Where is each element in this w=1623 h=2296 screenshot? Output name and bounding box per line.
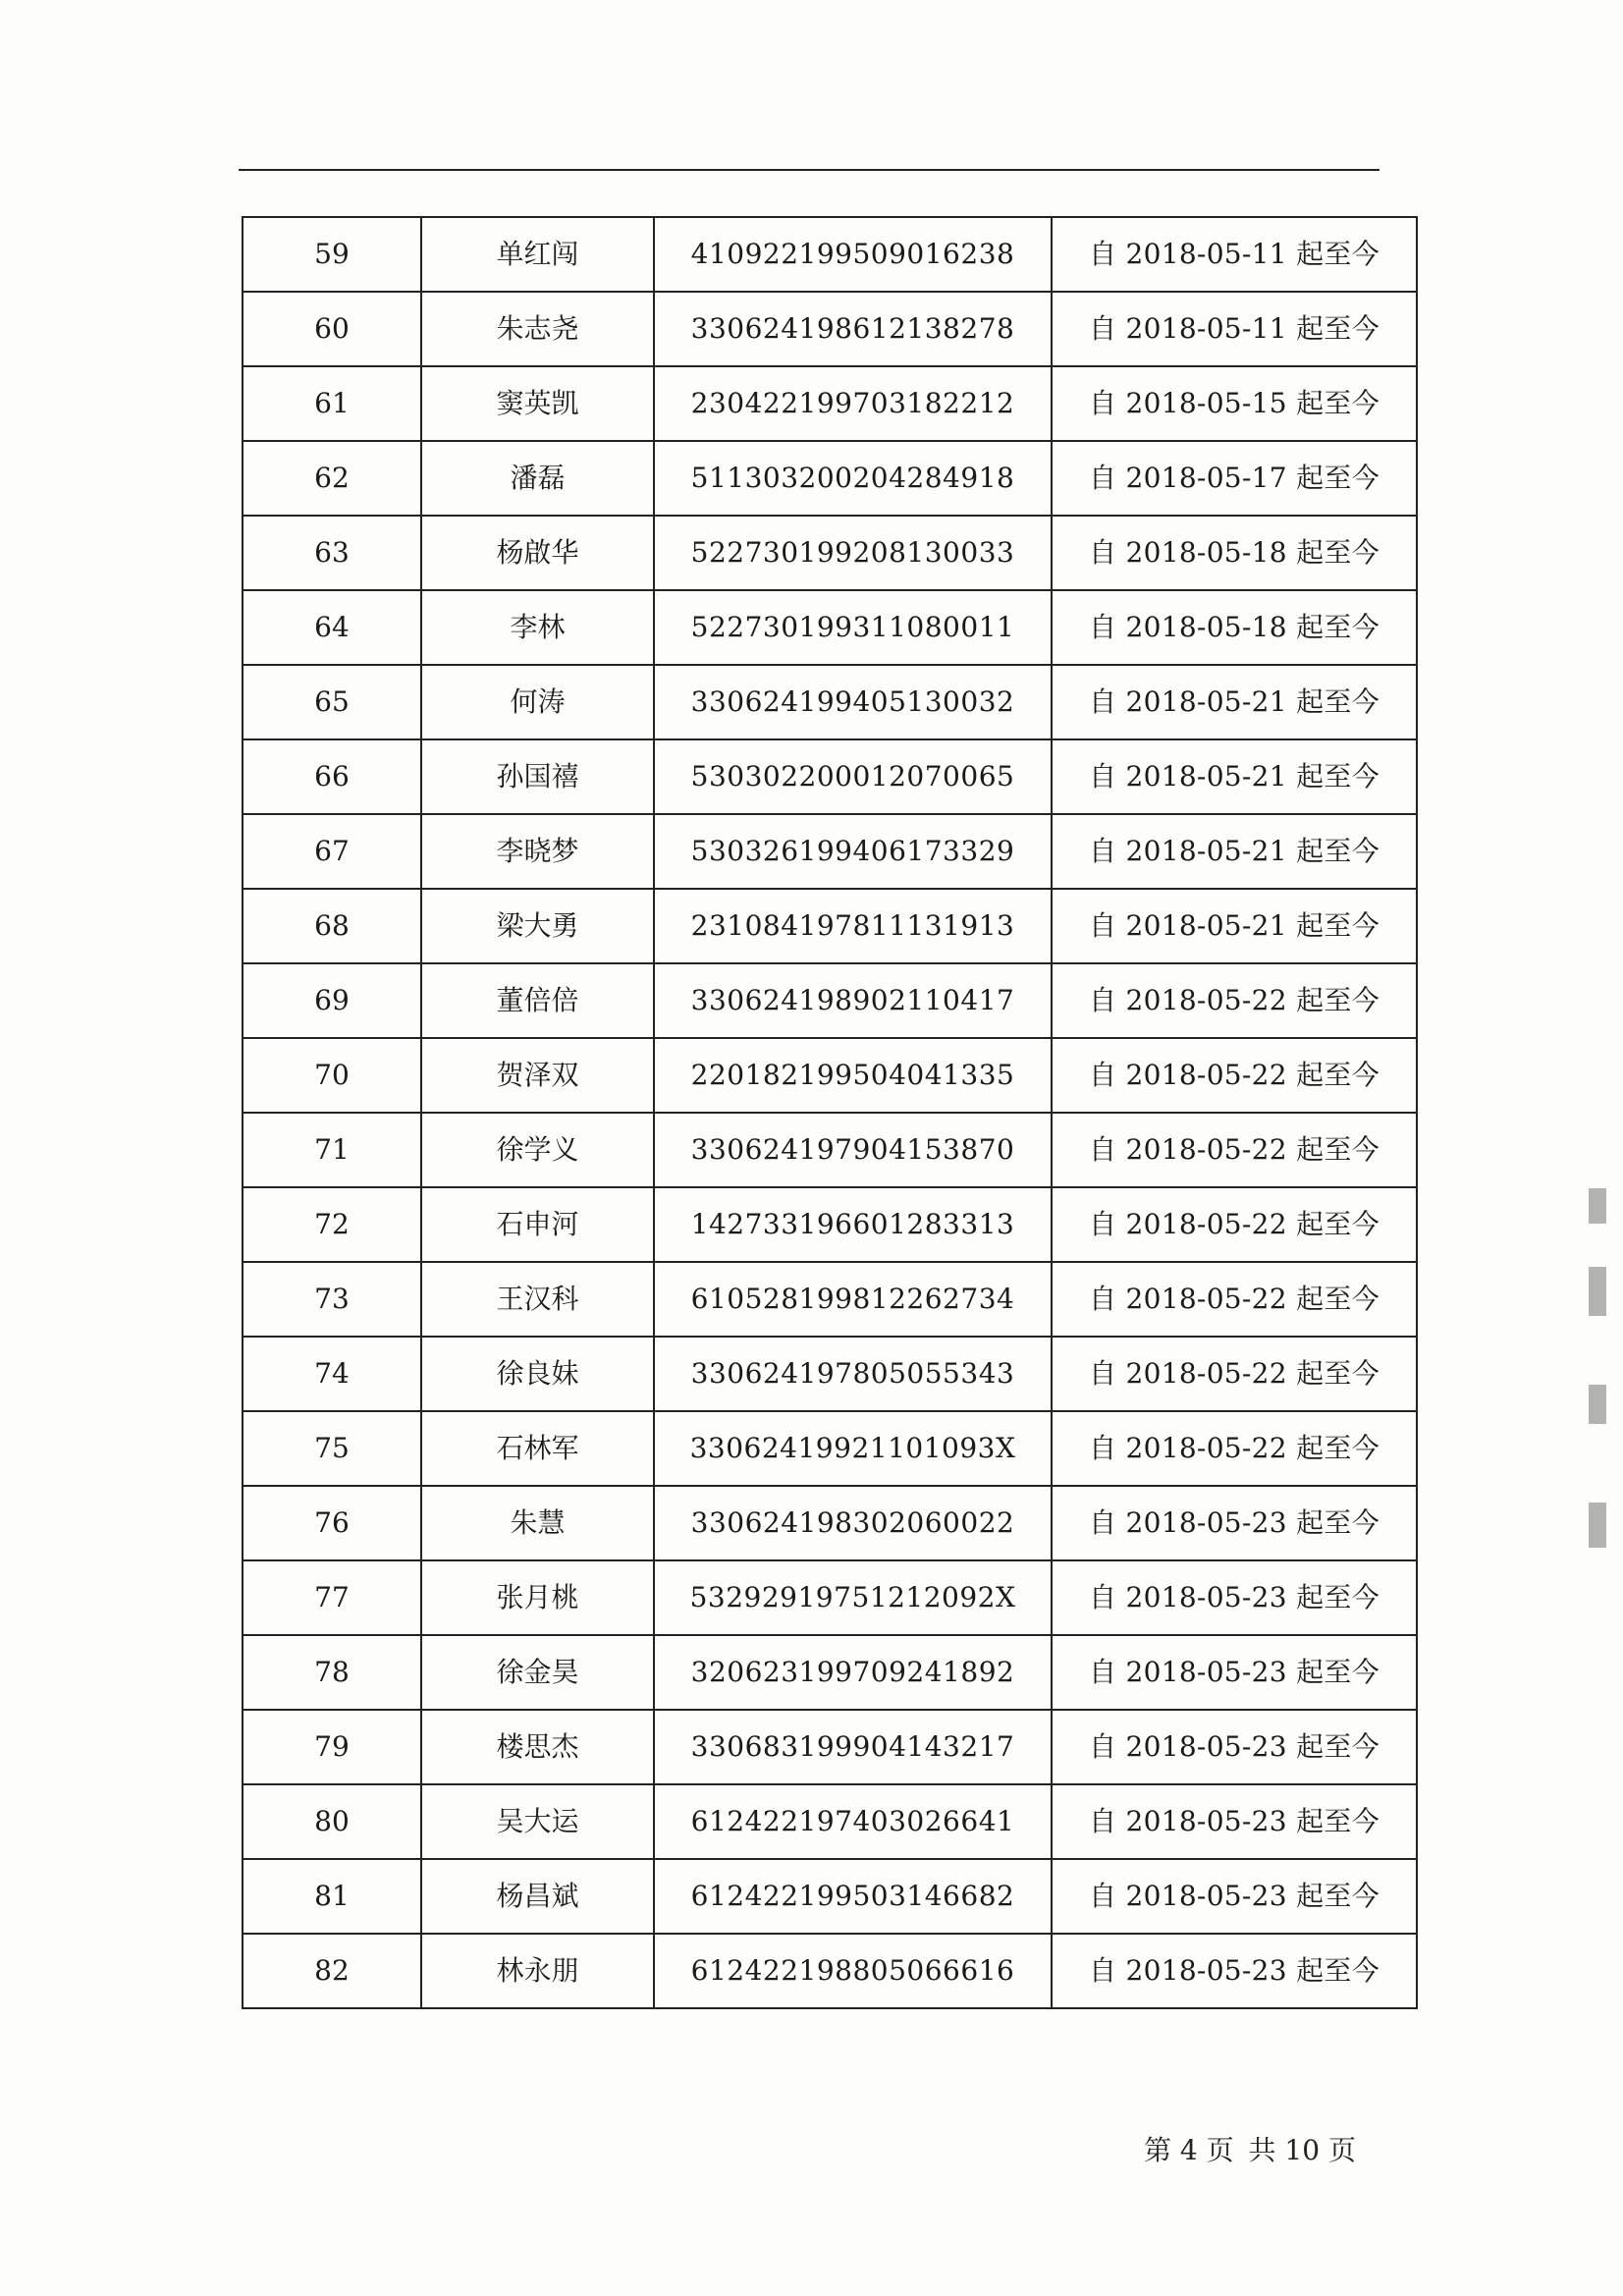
row-id-number-cell: 220182199504041335 — [654, 1038, 1052, 1113]
row-number-cell: 62 — [243, 441, 421, 516]
row-name-cell: 窦英凯 — [421, 366, 654, 441]
table-row — [243, 1113, 1417, 1187]
row-name-cell: 石申河 — [421, 1187, 654, 1262]
row-id-number-cell: 330624198612138278 — [654, 292, 1052, 366]
row-name-cell: 林永朋 — [421, 1934, 654, 2008]
row-id-number-cell: 330624197904153870 — [654, 1113, 1052, 1187]
row-period-cell: 自 2018-05-23 起至今 — [1052, 1859, 1417, 1934]
row-id-number-cell: 530302200012070065 — [654, 739, 1052, 814]
row-period-cell: 自 2018-05-18 起至今 — [1052, 516, 1417, 590]
row-number-cell: 81 — [243, 1859, 421, 1934]
row-period-cell: 自 2018-05-22 起至今 — [1052, 1038, 1417, 1113]
row-name-cell: 徐金昊 — [421, 1635, 654, 1710]
row-id-number-cell: 612422198805066616 — [654, 1934, 1052, 2008]
row-name-cell: 徐学义 — [421, 1113, 654, 1187]
row-period-cell: 自 2018-05-17 起至今 — [1052, 441, 1417, 516]
row-period-cell: 自 2018-05-23 起至今 — [1052, 1486, 1417, 1560]
row-id-number-cell: 330624197805055343 — [654, 1337, 1052, 1411]
scan-edge-mark — [1589, 1385, 1606, 1424]
header-rule — [239, 169, 1380, 171]
row-number-cell: 72 — [243, 1187, 421, 1262]
row-id-number-cell: 53292919751212092X — [654, 1560, 1052, 1635]
row-period-cell: 自 2018-05-22 起至今 — [1052, 1262, 1417, 1337]
row-name-cell: 孙国禧 — [421, 739, 654, 814]
row-number-cell: 74 — [243, 1337, 421, 1411]
scan-edge-mark — [1589, 1503, 1606, 1548]
row-number-cell: 71 — [243, 1113, 421, 1187]
row-number-cell: 66 — [243, 739, 421, 814]
row-id-number-cell: 530326199406173329 — [654, 814, 1052, 889]
row-id-number-cell: 610528199812262734 — [654, 1262, 1052, 1337]
row-number-cell: 79 — [243, 1710, 421, 1784]
row-id-number-cell: 612422197403026641 — [654, 1784, 1052, 1859]
row-id-number-cell: 522730199311080011 — [654, 590, 1052, 665]
row-name-cell: 梁大勇 — [421, 889, 654, 963]
row-number-cell: 78 — [243, 1635, 421, 1710]
table-row — [243, 739, 1417, 814]
row-period-cell: 自 2018-05-21 起至今 — [1052, 889, 1417, 963]
row-name-cell: 朱志尧 — [421, 292, 654, 366]
row-period-cell: 自 2018-05-22 起至今 — [1052, 1113, 1417, 1187]
row-id-number-cell: 330624199405130032 — [654, 665, 1052, 739]
row-period-cell: 自 2018-05-23 起至今 — [1052, 1635, 1417, 1710]
row-number-cell: 82 — [243, 1934, 421, 2008]
row-id-number-cell: 511303200204284918 — [654, 441, 1052, 516]
row-period-cell: 自 2018-05-23 起至今 — [1052, 1934, 1417, 2008]
table-row — [243, 1187, 1417, 1262]
row-id-number-cell: 330624198302060022 — [654, 1486, 1052, 1560]
row-number-cell: 70 — [243, 1038, 421, 1113]
row-name-cell: 李林 — [421, 590, 654, 665]
table-row — [243, 889, 1417, 963]
row-number-cell: 75 — [243, 1411, 421, 1486]
row-number-cell: 77 — [243, 1560, 421, 1635]
row-number-cell: 63 — [243, 516, 421, 590]
row-number-cell: 68 — [243, 889, 421, 963]
row-period-cell: 自 2018-05-21 起至今 — [1052, 665, 1417, 739]
table-row — [243, 441, 1417, 516]
row-id-number-cell: 230422199703182212 — [654, 366, 1052, 441]
table-row — [243, 1784, 1417, 1859]
table-row — [243, 1038, 1417, 1113]
row-id-number-cell: 612422199503146682 — [654, 1859, 1052, 1934]
row-name-cell: 朱慧 — [421, 1486, 654, 1560]
row-id-number-cell: 330624198902110417 — [654, 963, 1052, 1038]
table-row — [243, 1635, 1417, 1710]
row-period-cell: 自 2018-05-21 起至今 — [1052, 814, 1417, 889]
row-id-number-cell: 330683199904143217 — [654, 1710, 1052, 1784]
table-row — [243, 1859, 1417, 1934]
table-row — [243, 217, 1417, 292]
row-period-cell: 自 2018-05-22 起至今 — [1052, 1187, 1417, 1262]
row-period-cell: 自 2018-05-11 起至今 — [1052, 217, 1417, 292]
row-id-number-cell: 320623199709241892 — [654, 1635, 1052, 1710]
page-footer — [1144, 2129, 1362, 2168]
table-row — [243, 665, 1417, 739]
row-name-cell: 李晓梦 — [421, 814, 654, 889]
table-row — [243, 1486, 1417, 1560]
table-row — [243, 366, 1417, 441]
table-row — [243, 590, 1417, 665]
row-period-cell: 自 2018-05-22 起至今 — [1052, 963, 1417, 1038]
row-number-cell: 59 — [243, 217, 421, 292]
row-name-cell: 张月桃 — [421, 1560, 654, 1635]
table-row — [243, 814, 1417, 889]
table-row — [243, 1337, 1417, 1411]
table-row — [243, 963, 1417, 1038]
row-name-cell: 石林军 — [421, 1411, 654, 1486]
table-row — [243, 1262, 1417, 1337]
table-row — [243, 1934, 1417, 2008]
row-name-cell: 杨昌斌 — [421, 1859, 654, 1934]
row-name-cell: 杨啟华 — [421, 516, 654, 590]
row-period-cell: 自 2018-05-23 起至今 — [1052, 1710, 1417, 1784]
row-period-cell: 自 2018-05-22 起至今 — [1052, 1411, 1417, 1486]
row-period-cell: 自 2018-05-18 起至今 — [1052, 590, 1417, 665]
row-id-number-cell: 142733196601283313 — [654, 1187, 1052, 1262]
row-number-cell: 80 — [243, 1784, 421, 1859]
row-number-cell: 65 — [243, 665, 421, 739]
row-name-cell: 吴大运 — [421, 1784, 654, 1859]
row-id-number-cell: 522730199208130033 — [654, 516, 1052, 590]
row-name-cell: 楼思杰 — [421, 1710, 654, 1784]
row-number-cell: 73 — [243, 1262, 421, 1337]
row-period-cell: 自 2018-05-22 起至今 — [1052, 1337, 1417, 1411]
page-total-label: 共 10 页 — [1248, 2134, 1356, 2166]
row-period-cell: 自 2018-05-23 起至今 — [1052, 1560, 1417, 1635]
roster-table-body — [243, 217, 1417, 2008]
row-number-cell: 67 — [243, 814, 421, 889]
page-number-label: 第 4 页 — [1144, 2134, 1234, 2166]
table-row — [243, 1710, 1417, 1784]
row-name-cell: 贺泽双 — [421, 1038, 654, 1113]
row-period-cell: 自 2018-05-11 起至今 — [1052, 292, 1417, 366]
row-name-cell: 单红闯 — [421, 217, 654, 292]
table-row — [243, 1560, 1417, 1635]
row-number-cell: 60 — [243, 292, 421, 366]
table-row — [243, 1411, 1417, 1486]
row-period-cell: 自 2018-05-21 起至今 — [1052, 739, 1417, 814]
scan-edge-mark — [1589, 1188, 1606, 1224]
row-name-cell: 潘磊 — [421, 441, 654, 516]
row-name-cell: 董倍倍 — [421, 963, 654, 1038]
row-period-cell: 自 2018-05-15 起至今 — [1052, 366, 1417, 441]
row-name-cell: 王汉科 — [421, 1262, 654, 1337]
row-number-cell: 64 — [243, 590, 421, 665]
roster-table — [242, 216, 1418, 2009]
row-name-cell: 何涛 — [421, 665, 654, 739]
table-row — [243, 516, 1417, 590]
row-id-number-cell: 231084197811131913 — [654, 889, 1052, 963]
row-id-number-cell: 33062419921101093X — [654, 1411, 1052, 1486]
row-period-cell: 自 2018-05-23 起至今 — [1052, 1784, 1417, 1859]
row-id-number-cell: 410922199509016238 — [654, 217, 1052, 292]
row-number-cell: 61 — [243, 366, 421, 441]
row-name-cell: 徐良妹 — [421, 1337, 654, 1411]
scan-edge-mark — [1589, 1267, 1606, 1316]
row-number-cell: 76 — [243, 1486, 421, 1560]
table-row — [243, 292, 1417, 366]
row-number-cell: 69 — [243, 963, 421, 1038]
